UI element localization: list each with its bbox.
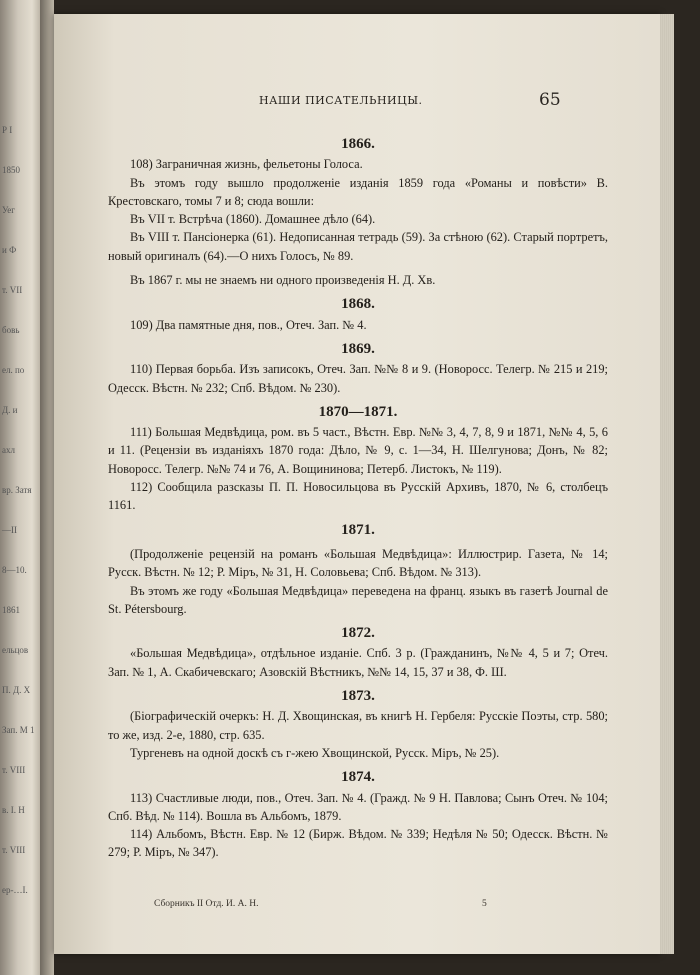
left-page-fragment: т. VIII [2,765,26,775]
entry: Въ этомъ же году «Большая Медвѣдица» переведена на франц. языкъ въ газетѣ Journal de St. Pétersbourg. [108,583,608,616]
running-head [54,92,660,112]
book-page [54,14,660,954]
year-heading: 1872. [341,625,375,642]
left-page-fragment: в. І. Н [2,805,25,815]
left-page-fragment: Р I [2,125,13,135]
left-page [0,0,40,975]
page-edges [660,14,674,954]
sheet-signature: Сборникъ II Отд. И. А. Н. [154,899,259,909]
year-heading: 1870—1871. [318,403,398,420]
entry: (Продолженіе рецензій на романъ «Большая Медвѣдица»: Иллюстрир. Газета, № 14; Русск. Вѣстн. № 12; Р. Міръ, № 31, Н. Соловьева; Спб. Вѣдом. № 313). [108,546,608,580]
left-page-fragment: ер-…I. [2,885,28,895]
year-heading: 1866. [341,136,375,152]
entry: Въ VIII т. Пансіонерка (61). Недописанная тетрадь (59). За стѣною (62). Старый портретъ, новый оригиналъ (64).—О нихъ Голосъ, № 89. [108,230,608,263]
left-page-fragment: и Ф [2,245,17,255]
left-page-fragment: Уег [2,205,15,215]
left-page-fragment: ельцов [2,645,29,655]
year-heading: 1874. [341,769,375,786]
year-heading: 1869. [341,340,375,357]
left-page-fragment: т. VII [2,285,23,295]
page-content [108,129,608,862]
left-page-fragment: вр. Затя [2,485,32,495]
left-page-fragment: П. Д. Х [2,685,31,695]
book-gutter [40,0,54,975]
entry: Въ этомъ году вышло продолженіе изданія 1859 года «Романы и повѣсти» В. Крестовскаго, томы 7 и 8; сюда вошли: [108,175,608,208]
entry: 114) Альбомъ, Вѣстн. Евр. № 12 (Бирж. Вѣдом. № 339; Недѣля № 50; Одесск. Вѣстн. № 279; Р. Міръ, № 347). [108,827,608,860]
entry: (Біографическій очеркъ: Н. Д. Хвощинская, въ книгѣ Н. Гербеля: Русскіе Поэты, стр. 580; то же, изд. 2-е, 1880, стр. 635. [108,709,608,742]
left-page-fragment: Д. и [2,405,18,415]
left-page-fragment: 1861 [2,605,20,615]
page-number: 65 [539,90,561,110]
year-heading: 1871. [341,521,375,538]
left-page-fragment: 1850 [2,165,20,175]
entry: 112) Сообщила разсказы П. П. Новосильцова въ Русскій Архивъ, 1870, № 6, столбецъ 1161. [108,480,608,513]
left-page-fragment: ел. по [2,365,25,375]
entry: 111) Большая Медвѣдица, ром. въ 5 част., Вѣстн. Евр. №№ 3, 4, 7, 8, 9 и 1871, №№ 4, 5, 6 и 11. (Рецензіи въ изданіяхъ 1870 года: Дѣло, № 9, с. 1—34, Н. Шелгунова; Донъ, № 82; Новоросс. Телегр. №№ 74 и 76, А. Вощининова; Петерб. Листокъ, № 119). [108,425,608,476]
year-heading: 1868. [341,296,375,313]
sheet-number: 5 [482,899,487,909]
left-page-fragment: Зап. М 1 [2,725,35,735]
left-page-fragment: ахл [2,445,15,455]
entry: «Большая Медвѣдица», отдѣльное изданіе. Спб. 3 р. (Гражданинъ, №№ 4, 5 и 7; Отеч. Зап. № 1, А. Скабичевскаго; Азовскій Вѣстникъ, №№ 14, 15, 37 и 38, Ф. Ш. [108,646,608,679]
left-page-fragment: 8—10. [2,565,27,575]
page-footer [54,899,660,919]
entry: 109) Два памятные дня, пов., Отеч. Зап. № 4. [130,317,367,332]
left-page-fragment: —ІІ [2,525,17,535]
entry: 110) Первая борьба. Изъ записокъ, Отеч. Зап. №№ 8 и 9. (Новоросс. Телегр. № 215 и 219; Одесск. Вѣстн. № 232; Спб. Вѣдом. № 230). [108,362,608,395]
left-page-fragment: т. VIII [2,845,26,855]
entry: Тургеневъ на одной доскѣ съ г-жею Хвощинской, Русск. Міръ, № 25). [130,745,500,760]
year-heading: 1873. [341,688,375,705]
entry: Въ VII т. Встрѣча (1860). Домашнее дѣло (64). [130,212,376,227]
running-title: НАШИ ПИСАТЕЛЬНИЦЫ. [259,94,423,107]
entry: Въ 1867 г. мы не знаемъ ни одного произведенія Н. Д. Хв. [130,273,436,288]
entry: 108) Заграничная жизнь, фельетоны Голоса. [130,157,363,172]
entry: 113) Счастливые люди, пов., Отеч. Зап. № 4. (Гражд. № 9 Н. Павлова; Сынъ Отеч. № 104; Спб. Вѣд. № 114). Вошла въ Альбомъ, 1879. [108,790,608,823]
left-page-fragment: бовь [2,325,20,335]
